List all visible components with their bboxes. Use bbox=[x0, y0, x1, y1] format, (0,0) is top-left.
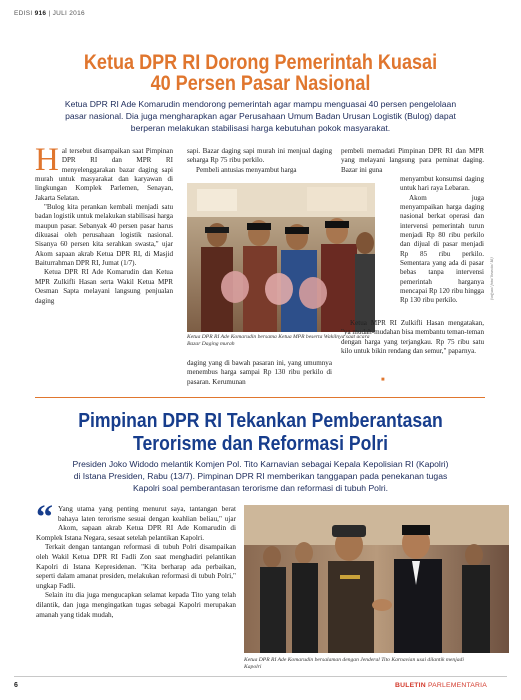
article2-title-line2: Terorisme dan Reformasi Polri bbox=[133, 433, 388, 455]
kapolri-photo-caption: Ketua DPR RI Ade Komarudin bersalaman dengan Jenderal Tito Karnavian usai dilantik menjadi Kapolri bbox=[244, 657, 464, 671]
article2-title-line1: Pimpinan DPR RI Tekankan Pemberantasan bbox=[78, 410, 443, 432]
publication-brand bbox=[395, 682, 487, 689]
article2-para2: Terkait dengan tantangan reformasi di tubuh Polri disampaikan oleh Wakil Ketua DPR RI Fadli Zon saat menghadiri pelantikan Kapolri di Istana Kepresidenan. "Kita berharap ada perbaikan, seperti dalam amanat presiden, melakukan reformasi di tubuh Polri," ungkap Fadli. bbox=[36, 543, 236, 590]
bazar-photo bbox=[187, 183, 375, 332]
edition-date: JULI 2016 bbox=[52, 10, 85, 17]
article1-column4 bbox=[400, 175, 484, 306]
article1-col3-para1: pembeli memadati Pimpinan DPR RI dan MPR yang melayani langsung para peminat daging. Bazar ini guna bbox=[341, 147, 484, 174]
article1-col1-para2: "Bulog kita perankan kembali menjadi satu badan logistik untuk melakukan stabilisasi harga maupun pasar. Sebanyak 40 persen pasar harus dikuasai oleh perusahaan logistik nasional. Sisanya 60 persen kita serahkan swasta," ujar Akom sapaan akrab Ketua DPR RI, di Masjid Baiturrahman DPR RI, Jumat (1/7). bbox=[35, 203, 173, 268]
article1-lead bbox=[20, 98, 501, 135]
page-number: 6 bbox=[14, 682, 18, 689]
edition-text: EDISI bbox=[14, 10, 33, 17]
quote-mark-icon: “ bbox=[36, 499, 53, 536]
bazar-photo-caption: Ketua DPR RI Ade Komarudin bersama Ketua MPR beserta Wakilnya saat acara Bazar Daging murah bbox=[187, 334, 370, 348]
article2-para3: Selain itu dia juga mengucapkan selamat kepada Tito yang telah dilantik, dan juga mengingatkan tugas sebagai Kapolri merupakan amanah yang tidak mudah, bbox=[36, 591, 236, 619]
edition-number: 916 bbox=[34, 10, 47, 17]
article1-col1-para3: Ketua DPR RI Ade Komarudin dan Ketua MPR Zulkifli Hasan serta Wakil Ketua MPR Oesman Sapta melayani langsung penjualan daging bbox=[35, 268, 173, 305]
article2-lead-line2: di Istana Presiden, Rabu (13/7). Pimpinan DPR RI memberikan tanggapan pada penekanan tugas bbox=[73, 471, 448, 482]
photo-credit: (sofyan/ foto/ beawin/ kk) bbox=[489, 257, 494, 300]
kapolri-photo bbox=[244, 505, 509, 653]
article1-title-line1: Ketua DPR RI Dorong Pemerintah Kuasai bbox=[83, 51, 438, 74]
article1-col2-para3: daging yang di bawah pasaran ini, yang umumnya menembus harga sampai Rp 130 ribu perkilo di pasaran. Kerumunan bbox=[187, 359, 332, 386]
dropcap-letter: H bbox=[35, 142, 59, 178]
article2-lead-line1: Presiden Joko Widodo melantik Komjen Pol. Tito Karnavian sebagai Kepala Kepolisian RI (Kapolri) bbox=[72, 459, 449, 469]
article2-title bbox=[47, 410, 474, 456]
kapolri-photo-image bbox=[244, 505, 509, 653]
article1-column2-bottom bbox=[187, 359, 332, 387]
article1-col4-para3: Ketua MPR RI Zulkifli Hasan mengatakan, "ya mudah-mudahan bisa membantu teman-teman dengan harga yang terjangkau. Rp 75 ribu satu kilo untuk bikin rendang dan semur," paparnya. bbox=[341, 319, 484, 356]
bazar-photo-image bbox=[187, 183, 375, 332]
brand-bold: BULETIN bbox=[395, 682, 426, 689]
article1-col1-para1: al tersebut disampaikan saat Pimpinan DPR RI dan MPR RI menyelenggarakan bazar daging sapi murah untuk masyarakat dan karyawan di lingkungan Komplek Parlemen, Senayan, Jakarta Selatan. bbox=[35, 147, 173, 202]
article2-column1 bbox=[36, 499, 236, 620]
article1-column4-bottom bbox=[341, 319, 484, 356]
article1-col2-para1: sapi. Bazar daging sapi murah ini menjual daging seharga Rp 75 ribu perkilo. bbox=[187, 147, 332, 165]
article2-lead bbox=[20, 458, 501, 495]
article1-title bbox=[71, 52, 450, 94]
brand-rest: PARLEMENTARIA bbox=[427, 682, 487, 689]
article2-para1: Yang utama yang penting menurut saya, tantangan berat bahaya laten terorisme sesuai dengan keahlian beliau," ujar Akom, sapaan akrab Ketua DPR RI Ade Komarudin di Komplek Istana Negara, sesaat setelah pelantikan Kapolri. bbox=[36, 505, 236, 542]
article1-col4-para1: menyambut konsumsi daging untuk hari raya Lebaran. bbox=[400, 175, 484, 193]
article1-lead-line2: pasar nasional. Dia juga mengharapkan agar Perusahaan Umum Badan Urusan Logistik (Bulog) dapat bbox=[65, 111, 456, 122]
edition-label bbox=[14, 10, 85, 17]
article1-col2-para2: Pembeli antusias menyambut harga bbox=[196, 165, 297, 174]
article1-col4-para2: Akom juga menyampaikan harga daging nasional berkat operasi dan intervensi pemerintah turun menjadi Rp 80 ribu perkilo dan dijual di pasar menjadi Rp 85 ribu perkilo. Sementara yang ada di pasar bebas tanpa intervensi pemerintah harganya mencapai Rp 120 ribu hingga Rp 130 ribu perkilo. bbox=[400, 193, 484, 305]
article2-lead-line3: Kapolri soal pemberantasan terorisme dan reformasi di tubuh Polri. bbox=[132, 483, 389, 494]
end-mark-icon: ■ bbox=[381, 377, 385, 383]
article1-column2-top bbox=[187, 147, 332, 175]
footer-rule bbox=[14, 676, 507, 677]
article1-title-line2: 40 Persen Pasar Nasional bbox=[150, 72, 371, 95]
article1-lead-line1: Ketua DPR RI Ade Komarudin mendorong pemerintah agar mampu menguasai 40 persen pengelolaan bbox=[64, 99, 457, 109]
article1-column1 bbox=[35, 142, 173, 306]
edition-separator: | bbox=[48, 10, 51, 17]
article1-lead-line3: berperan melakukan stabilisasi harga kebutuhan pokok masyarakat. bbox=[130, 123, 391, 134]
section-divider bbox=[35, 397, 485, 398]
article1-column3-top bbox=[341, 147, 484, 175]
